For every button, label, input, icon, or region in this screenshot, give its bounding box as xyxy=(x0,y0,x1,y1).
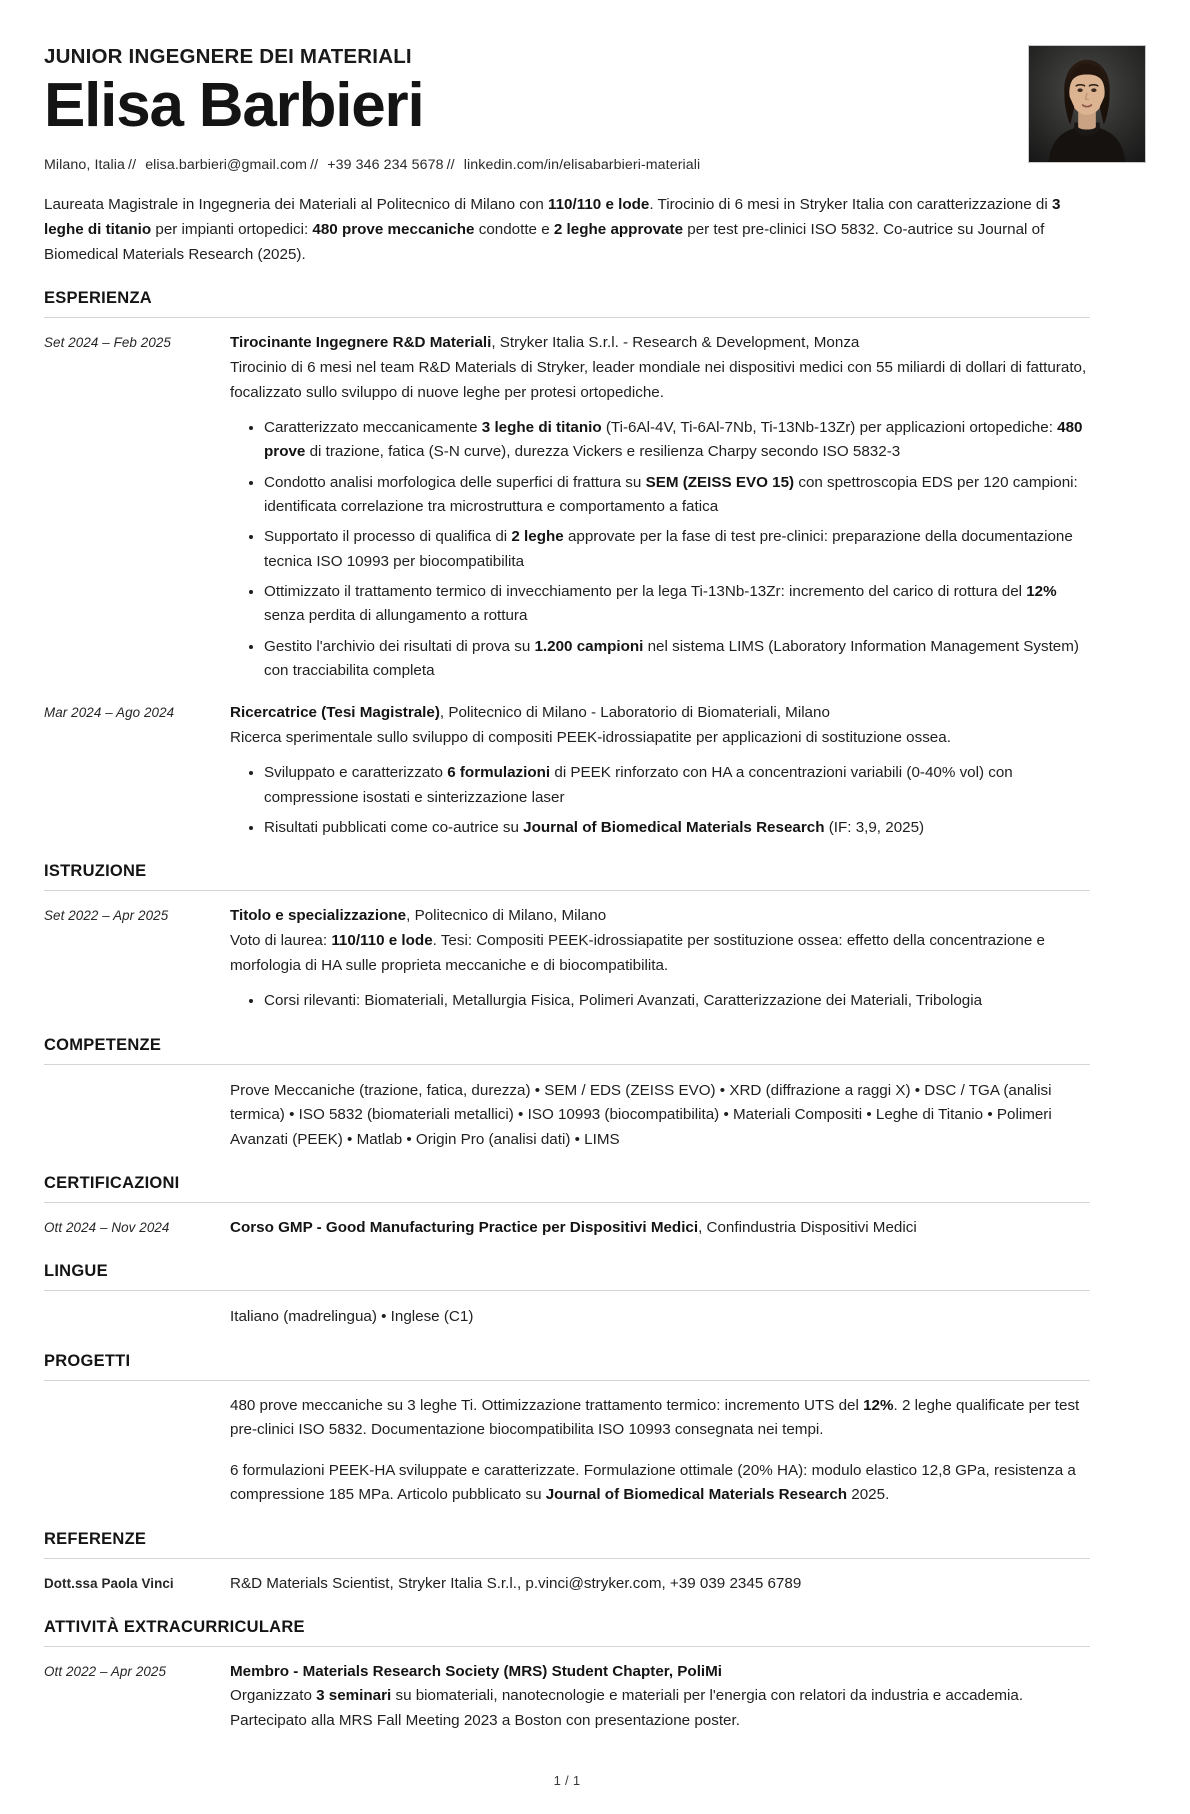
profile-photo xyxy=(1028,45,1146,163)
body-text: , Politecnico di Milano, Milano xyxy=(406,907,607,925)
section-title-certificazioni: CERTIFICAZIONI xyxy=(44,1174,1090,1203)
emphasis-text: 2 leghe xyxy=(511,528,564,546)
body-text: Supportato il processo di qualifica di xyxy=(264,528,512,546)
body-text: , Stryker Italia S.r.l. - Research & Development, Monza xyxy=(491,334,860,352)
body-text: . Tesi: Compositi PEEK-idrossiapatite per sostituzione ossea: effetto della concentrazione e morfologia di HA sulle proprieta meccaniche e di biocompatibilita. xyxy=(230,931,1045,974)
entry xyxy=(44,1381,1090,1509)
contact-location: Milano, Italia xyxy=(44,156,126,173)
bullet-list xyxy=(230,416,1090,683)
body-text: con spettroscopia EDS per 120 campioni: identificata correlazione tra microstruttura e comportamento a fatica xyxy=(264,473,1078,516)
body-text: (Ti-6Al-4V, Ti-6Al-7Nb, Ti-13Nb-13Zr) per applicazioni ortopediche: xyxy=(601,419,1058,437)
entry-description xyxy=(230,1684,1090,1733)
entry-date: Mar 2024 – Ago 2024 xyxy=(44,705,175,721)
emphasis-text: 6 formulazioni xyxy=(447,764,551,782)
body-text: su biomateriali, nanotecnologie e materiali per l'energia con relatori da industria e accademia. Partecipato alla MRS Fall Meeting 2023 a Boston con presentazione poster. xyxy=(230,1687,1024,1729)
body-text: senza perdita di allungamento a rottura xyxy=(264,607,528,625)
job-title: JUNIOR INGEGNERE DEI MATERIALI xyxy=(44,45,412,68)
entry-description xyxy=(230,726,1090,751)
bullet-item xyxy=(264,416,1090,465)
section-title-progetti: PROGETTI xyxy=(44,1352,1090,1381)
section-lingue xyxy=(44,1262,1090,1330)
entry-date xyxy=(44,1078,230,1080)
profile-summary xyxy=(44,193,1090,267)
contact-separator-2: // xyxy=(310,156,319,173)
body-text: di PEEK rinforzato con HA a concentrazioni variabili (0-40% vol) con compressione isostati e sinterizzazione laser xyxy=(264,764,1013,806)
entry-heading xyxy=(230,1572,1090,1596)
entry-body xyxy=(230,1394,1090,1509)
entry-description xyxy=(230,356,1090,405)
emphasis-text: Tirocinante Ingegnere R&D Materiali xyxy=(230,334,492,352)
bullet-list xyxy=(230,761,1090,840)
entry-body xyxy=(230,701,1090,840)
entry-body xyxy=(230,1078,1090,1153)
emphasis-text: Titolo e specializzazione xyxy=(230,907,407,925)
body-text: condotte e xyxy=(474,221,554,239)
emphasis-text: 110/110 e lode xyxy=(331,931,433,949)
bullet-item xyxy=(264,580,1090,629)
emphasis-text: 3 seminari xyxy=(316,1687,392,1705)
entry xyxy=(44,1559,1090,1596)
entry xyxy=(44,318,1090,683)
emphasis-text: Corso GMP - Good Manufacturing Practice per Dispositivi Medici xyxy=(230,1219,699,1237)
portrait-illustration xyxy=(1029,46,1145,162)
section-certificazioni xyxy=(44,1174,1090,1240)
bullet-item xyxy=(264,471,1090,520)
emphasis-text: 480 prove meccaniche xyxy=(312,221,475,239)
entry-date xyxy=(44,1304,230,1306)
resume-sections xyxy=(44,289,1090,1733)
entry-date: Dott.ssa Paola Vinci xyxy=(44,1576,174,1592)
section-title-esperienza: ESPERIENZA xyxy=(44,289,1090,318)
bullet-item xyxy=(264,635,1090,684)
body-text: 6 formulazioni PEEK-HA sviluppate e caratterizzate. Formulazione ottimale (20% HA): modulo elastico 12,8 GPa, resistenza a compressione 185 MPa. Articolo pubblicato su xyxy=(230,1461,1076,1504)
entry-date: Set 2022 – Apr 2025 xyxy=(44,908,169,924)
entry-description xyxy=(230,929,1090,978)
entry-date xyxy=(44,1394,230,1396)
entry-paragraph xyxy=(230,1394,1090,1443)
body-text: nel sistema LIMS (Laboratory Information Management System) con tracciabilita completa xyxy=(264,637,1079,679)
bullet-item xyxy=(264,761,1090,810)
emphasis-text: 3 leghe di titanio xyxy=(481,419,602,437)
contact-linkedin[interactable]: linkedin.com/in/elisabarbieri-materiali xyxy=(463,156,701,173)
entry-date: Ott 2024 – Nov 2024 xyxy=(44,1220,170,1236)
body-text: R&D Materials Scientist, Stryker Italia S.r.l., p.vinci@stryker.com, +39 039 2345 6789 xyxy=(230,1575,802,1593)
body-text: 2025. xyxy=(847,1486,890,1504)
emphasis-text: Ricercatrice (Tesi Magistrale) xyxy=(230,704,440,722)
section-istruzione xyxy=(44,862,1090,1013)
body-text: per test pre-clinici ISO 5832. Co-autrice su Journal of Biomedical Materials Research (2025). xyxy=(44,221,1045,263)
body-text: (IF: 3,9, 2025) xyxy=(824,819,925,837)
body-text: Gestito l'archivio dei risultati di prova su xyxy=(264,637,535,655)
body-text: Prove Meccaniche (trazione, fatica, durezza) • SEM / EDS (ZEISS EVO) • XRD (diffrazione a raggi X) • DSC / TGA (analisi termica) • ISO 5832 (biomateriali metallici) • ISO 10993 (biocompatibilita) • Materiali Compositi • Leghe di Titanio • Polimeri Avanzati (PEEK) • Matlab • Origin Pro (analisi dati) • LIMS xyxy=(230,1081,1052,1148)
entry-body xyxy=(230,1304,1090,1330)
candidate-name: Elisa Barbieri xyxy=(44,70,424,140)
contact-separator-1: // xyxy=(128,156,137,173)
emphasis-text: 1.200 campioni xyxy=(534,637,644,655)
body-text: per impianti ortopedici: xyxy=(151,221,313,239)
emphasis-text: Journal of Biomedical Materials Research xyxy=(545,1486,848,1504)
body-text: , Politecnico di Milano - Laboratorio di Biomateriali, Milano xyxy=(439,704,830,722)
entry xyxy=(44,1065,1090,1153)
body-text: , Confindustria Dispositivi Medici xyxy=(698,1219,917,1237)
body-text: Tirocinio di 6 mesi nel team R&D Materials di Stryker, leader mondiale nei dispositivi medici con 55 miliardi di dollari di fatturato, focalizzato sullo sviluppo di nuove leghe per protesi ortopediche. xyxy=(230,358,1087,401)
section-competenze xyxy=(44,1036,1090,1153)
emphasis-text: 12% xyxy=(1026,583,1057,601)
body-text: Ricerca sperimentale sullo sviluppo di compositi PEEK-idrossiapatite per applicazioni di sostituzione ossea. xyxy=(230,728,951,746)
entry xyxy=(44,683,1090,840)
section-esperienza xyxy=(44,289,1090,840)
emphasis-text: SEM (ZEISS EVO 15) xyxy=(645,473,795,491)
section-referenze xyxy=(44,1530,1090,1596)
contact-line xyxy=(44,156,1090,176)
entry xyxy=(44,1647,1090,1734)
body-text: . 2 leghe qualificate per test pre-clinici ISO 5832. Documentazione biocompatibilita ISO 10993 consegnata nei tempi. xyxy=(230,1396,1080,1439)
entry-heading xyxy=(230,701,1090,725)
contact-email[interactable]: elisa.barbieri@gmail.com xyxy=(145,156,308,173)
entry-body xyxy=(230,331,1090,683)
body-text: di trazione, fatica (S-N curve), durezza Vickers e resilienza Charpy secondo ISO 5832-3 xyxy=(305,443,901,461)
entry xyxy=(44,891,1090,1013)
entry-heading xyxy=(230,331,1090,355)
emphasis-text: 3 leghe di titanio xyxy=(44,196,1061,239)
body-text: Laureata Magistrale in Ingegneria dei Materiali al Politecnico di Milano con xyxy=(44,196,548,214)
entry-body xyxy=(230,904,1090,1013)
entry-date: Ott 2022 – Apr 2025 xyxy=(44,1663,167,1679)
entry xyxy=(44,1203,1090,1240)
emphasis-text: 110/110 e lode xyxy=(548,196,650,214)
section-title-lingue: LINGUE xyxy=(44,1262,1090,1291)
body-text: Corsi rilevanti: Biomateriali, Metallurgia Fisica, Polimeri Avanzati, Caratterizzazione dei Materiali, Tribologia xyxy=(264,992,983,1010)
bullet-item xyxy=(264,989,1090,1013)
entry-heading xyxy=(230,1216,1090,1240)
section-title-extracurriculare: ATTIVITÀ EXTRACURRICULARE xyxy=(44,1618,1090,1647)
body-text: Risultati pubblicati come co-autrice su xyxy=(264,819,524,837)
body-text: 480 prove meccaniche su 3 leghe Ti. Ottimizzazione trattamento termico: incremento UTS del xyxy=(230,1396,864,1414)
section-title-competenze: COMPETENZE xyxy=(44,1036,1090,1065)
emphasis-text: Membro - Materials Research Society (MRS) Student Chapter, PoliMi xyxy=(230,1662,723,1680)
page-footer: 1 / 1 xyxy=(553,1773,581,1789)
entry-paragraph xyxy=(230,1459,1090,1508)
section-title-referenze: REFERENZE xyxy=(44,1530,1090,1559)
entry-body xyxy=(230,1660,1090,1734)
section-extracurriculare xyxy=(44,1618,1090,1734)
body-text: . Tirocinio di 6 mesi in Stryker Italia con caratterizzazione di xyxy=(649,196,1052,214)
bullet-item xyxy=(264,525,1090,574)
section-progetti xyxy=(44,1352,1090,1509)
emphasis-text: 12% xyxy=(863,1396,894,1414)
body-text: Caratterizzato meccanicamente xyxy=(264,419,482,437)
emphasis-text: 2 leghe approvate xyxy=(553,221,684,239)
resume-header xyxy=(44,44,1090,267)
body-text: Sviluppato e caratterizzato xyxy=(264,764,448,782)
entry-date: Set 2024 – Feb 2025 xyxy=(44,335,171,351)
section-title-istruzione: ISTRUZIONE xyxy=(44,862,1090,891)
bullet-item xyxy=(264,816,1090,840)
emphasis-text: 480 prove xyxy=(264,419,1083,461)
contact-separator-3: // xyxy=(446,156,455,173)
entry-body xyxy=(230,1216,1090,1240)
entry-body xyxy=(230,1572,1090,1596)
entry-description xyxy=(230,1305,1090,1330)
body-text: approvate per la fase di test pre-clinici: preparazione della documentazione tecnica ISO 10993 per biocompatibilita xyxy=(264,528,1073,570)
body-text: Italiano (madrelingua) • Inglese (C1) xyxy=(230,1307,474,1325)
bullet-list xyxy=(230,989,1090,1013)
body-text: Condotto analisi morfologica delle superfici di frattura su xyxy=(264,473,646,491)
body-text: Ottimizzato il trattamento termico di invecchiamento per la lega Ti-13Nb-13Zr: incremento del carico di rottura del xyxy=(264,583,1027,601)
entry-heading xyxy=(230,904,1090,928)
body-text: Voto di laurea: xyxy=(230,931,332,949)
contact-phone[interactable]: +39 346 234 5678 xyxy=(327,156,444,173)
entry-heading xyxy=(230,1660,1090,1684)
entry xyxy=(44,1291,1090,1330)
emphasis-text: Journal of Biomedical Materials Research xyxy=(523,819,825,837)
body-text: Organizzato xyxy=(230,1687,317,1705)
entry-description xyxy=(230,1079,1090,1153)
